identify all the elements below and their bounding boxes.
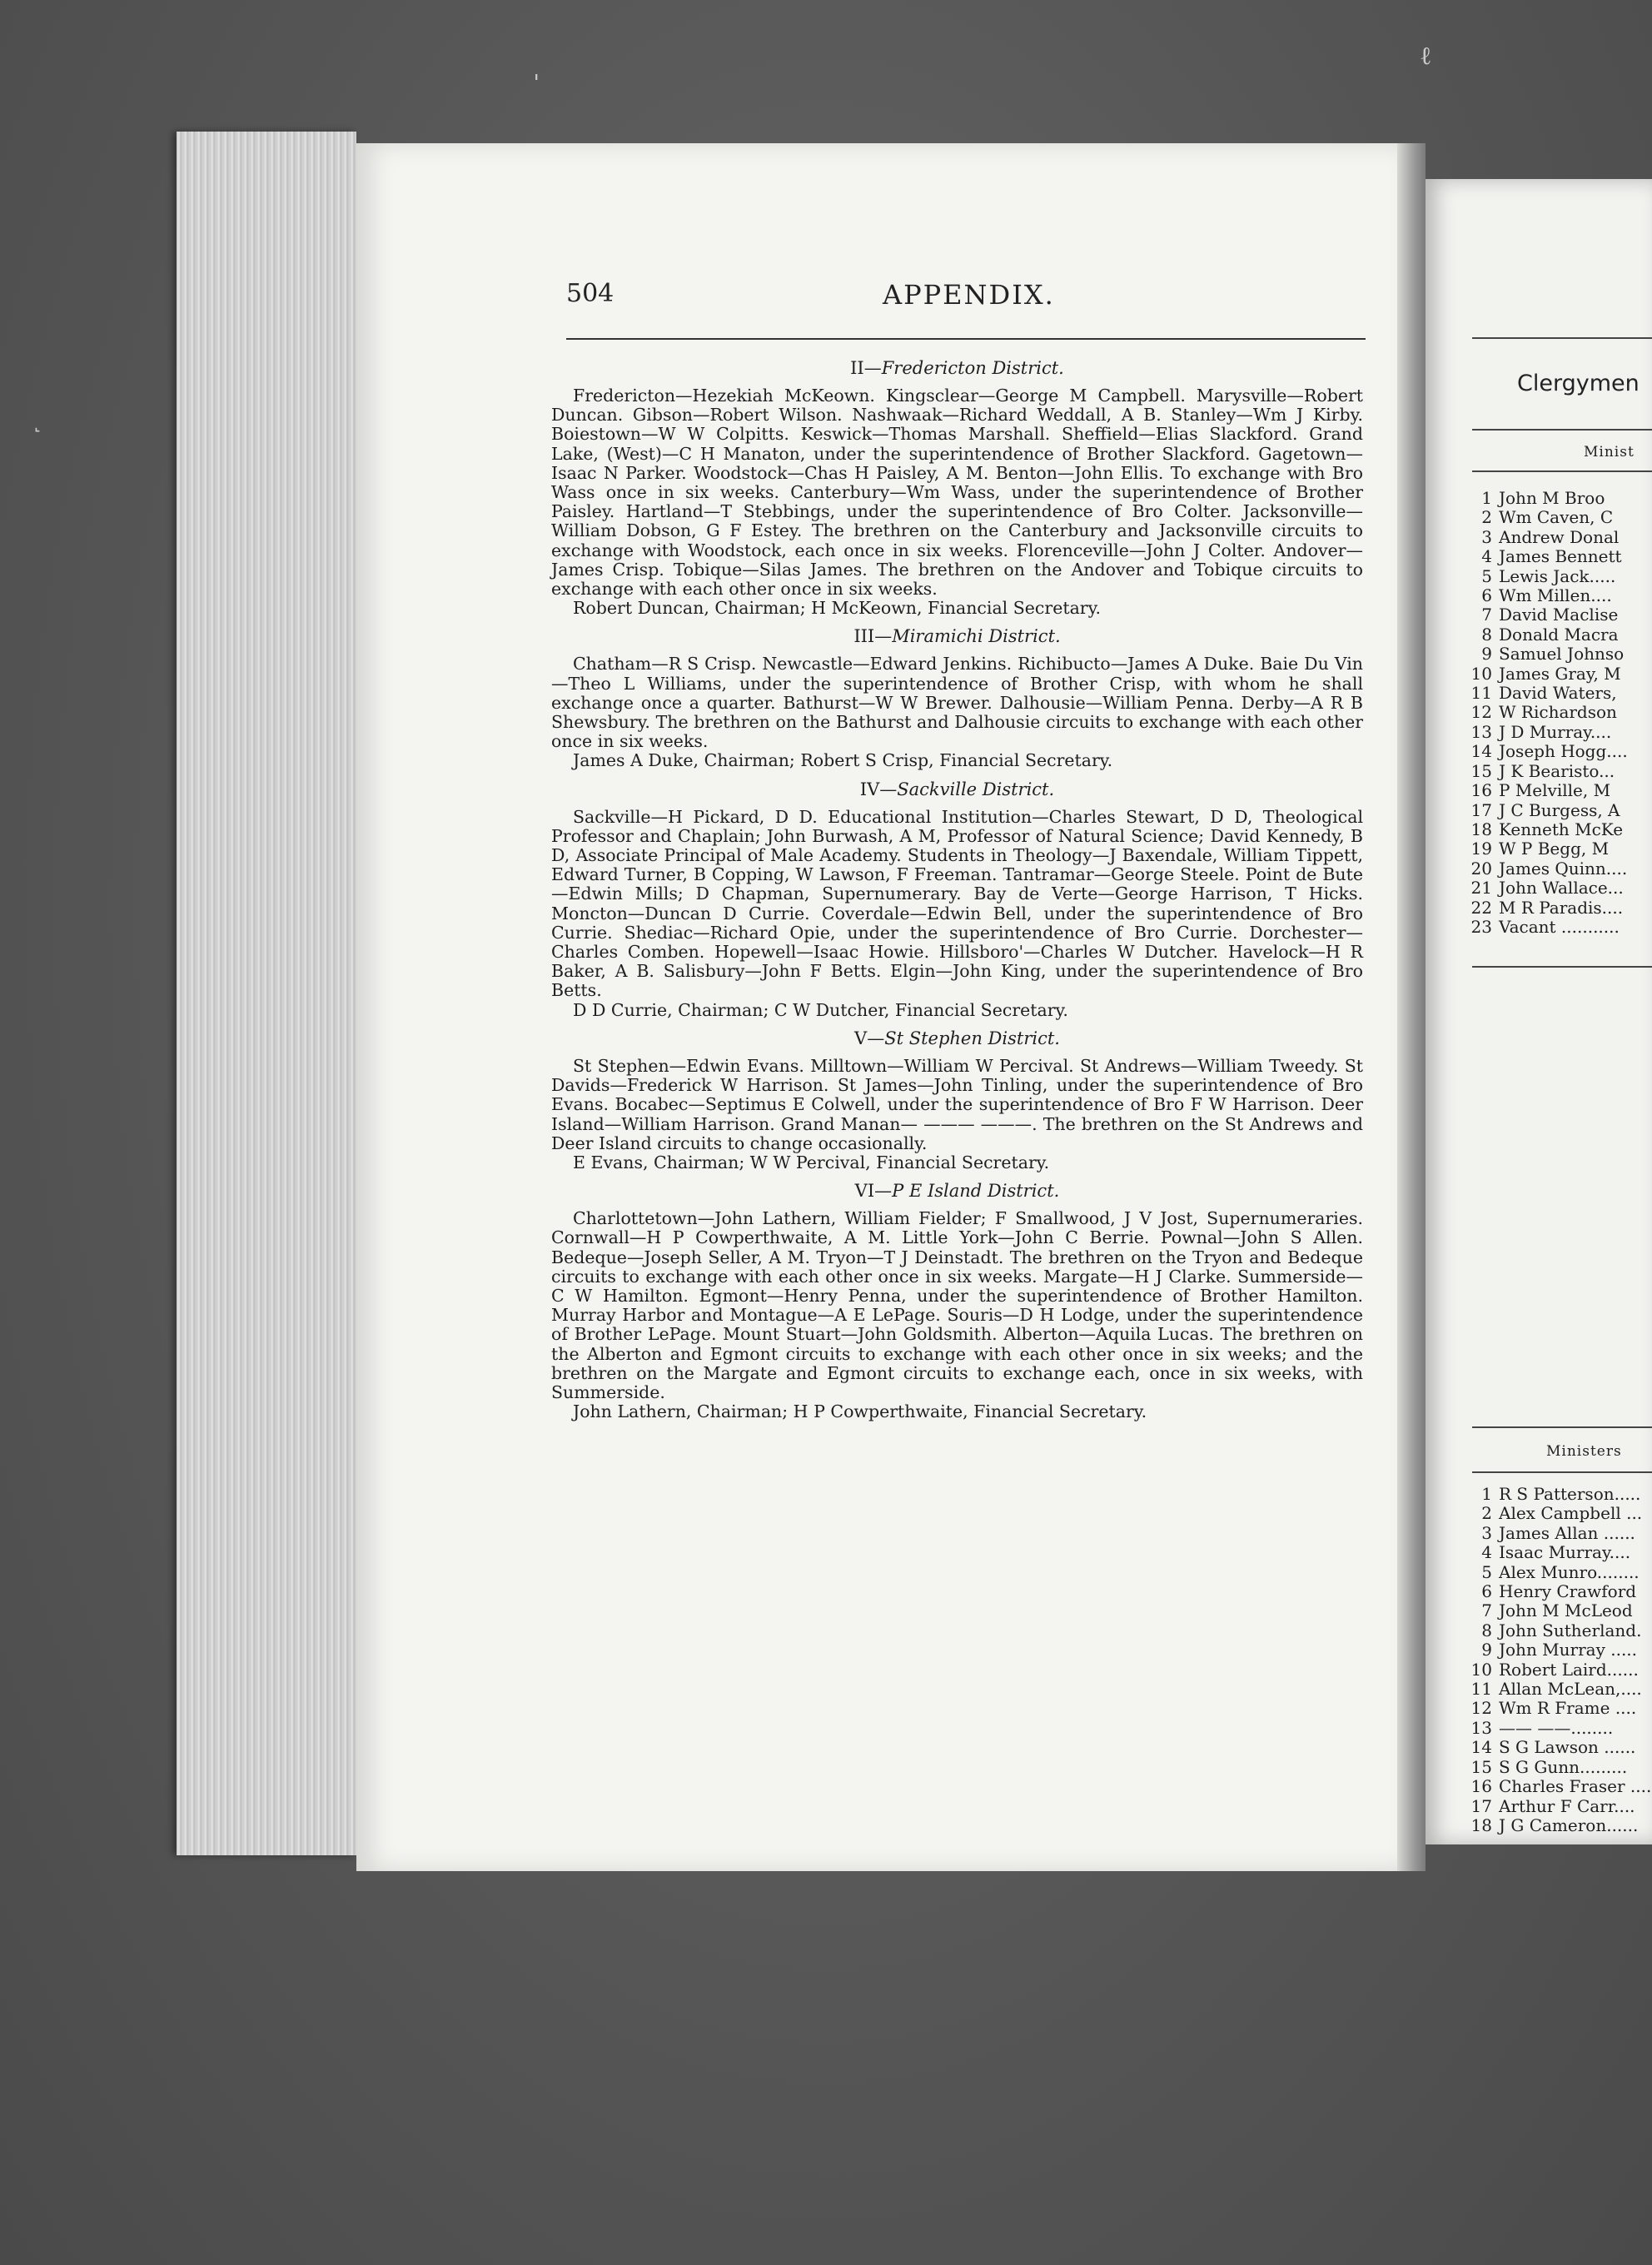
entry-number: 12: [1470, 1698, 1492, 1719]
minister-entry: [1467, 1660, 1651, 1680]
entry-number: 1: [1481, 1484, 1492, 1504]
entry-name: James Quinn....: [1499, 858, 1628, 879]
entry-number: 20: [1470, 858, 1492, 879]
entry-name: J D Murray....: [1499, 721, 1612, 742]
entry-number: 5: [1481, 565, 1492, 586]
minister-entry: [1467, 1699, 1651, 1718]
minister-entry: [1467, 1758, 1651, 1777]
entry-number: 1: [1481, 488, 1492, 508]
minister-entry: [1467, 820, 1628, 839]
entry-number: 14: [1470, 741, 1492, 762]
entry-name: Robert Laird......: [1499, 1659, 1639, 1680]
right-page-section-heading: Ministers: [1546, 1443, 1622, 1460]
entry-number: 11: [1470, 683, 1492, 704]
district-list: [551, 350, 1363, 1428]
entry-number: 8: [1481, 1620, 1492, 1640]
right-page-rule: [1472, 429, 1652, 431]
entry-number: 5: [1481, 1561, 1492, 1582]
district-section: [551, 1028, 1363, 1172]
entry-name: —— ——........: [1499, 1717, 1614, 1738]
minister-entry: [1467, 489, 1628, 508]
right-page-title: Clergymen: [1517, 371, 1640, 396]
entry-number: 11: [1470, 1679, 1492, 1700]
entry-name: Donald Macra: [1499, 624, 1619, 645]
entry-name: John Sutherland.: [1499, 1620, 1642, 1640]
minister-entry: [1467, 801, 1628, 820]
ministers-list: [1467, 489, 1628, 937]
minister-entry: [1467, 684, 1628, 703]
entry-number: 15: [1470, 760, 1492, 781]
entry-name: W Richardson: [1499, 702, 1617, 723]
entry-name: James Gray, M: [1499, 663, 1621, 684]
entry-number: 3: [1481, 526, 1492, 547]
minister-entry: [1467, 1524, 1651, 1543]
minister-entry: [1467, 1680, 1651, 1699]
minister-entry: [1467, 1777, 1651, 1796]
district-heading: IV—Sackville District.: [859, 779, 1055, 799]
entry-name: Kenneth McKe: [1499, 819, 1624, 839]
minister-entry: [1467, 1738, 1651, 1757]
scan-mark: ℓ: [1420, 42, 1432, 71]
minister-entry: [1467, 1543, 1651, 1562]
scan-mark: ˈ: [533, 71, 540, 100]
district-officers: James A Duke, Chairman; Robert S Crisp, Financial Secretary.: [573, 750, 1113, 771]
right-page-rule: [1472, 1471, 1652, 1473]
minister-entry: [1467, 762, 1628, 781]
entry-name: S G Gunn.........: [1499, 1756, 1628, 1777]
entry-name: S G Lawson ......: [1499, 1737, 1636, 1758]
minister-entry: [1467, 899, 1628, 918]
entry-number: 16: [1470, 1776, 1492, 1797]
entry-name: David Maclise: [1499, 605, 1619, 625]
entry-name: J G Cameron......: [1499, 1814, 1639, 1835]
entry-name: James Allan ......: [1499, 1522, 1635, 1543]
entry-name: John Wallace...: [1499, 878, 1624, 899]
district-officers: D D Currie, Chairman; C W Dutcher, Financial Secretary.: [573, 999, 1068, 1020]
page-header: [566, 279, 1366, 312]
entry-number: 15: [1470, 1756, 1492, 1777]
entry-name: J C Burgess, A: [1499, 799, 1620, 820]
page-number: 504: [566, 279, 615, 308]
entry-number: 17: [1470, 1795, 1492, 1816]
minister-entry: [1467, 918, 1628, 937]
district-body: Chatham—R S Crisp. Newcastle—Edward Jenkins. Richibucto—James A Duke. Baie Du Vin—Theo L Williams, under the superintendence of Brother Crisp, with whom he shall exchange once a quarter. Bathurst—W W Brewer. Dalhousie—William Penna. Derby—A R B Shewsbury. The brethren on the Bathurst and Dalhousie circuits to exchange with each other once in six weeks.: [551, 654, 1363, 752]
entry-name: J K Bearisto...: [1499, 760, 1615, 781]
entry-name: John M Broo: [1499, 488, 1605, 508]
entry-name: Isaac Murray....: [1499, 1542, 1631, 1563]
right-page-section-heading: Minist: [1584, 444, 1635, 460]
entry-name: Samuel Johnso: [1499, 644, 1625, 665]
book-page-edges: [177, 132, 356, 1855]
book-gutter: [1397, 143, 1426, 1871]
district-heading: II—Fredericton District.: [850, 358, 1064, 378]
entry-number: 2: [1481, 507, 1492, 528]
minister-entry: [1467, 1797, 1651, 1816]
entry-name: James Bennett: [1499, 546, 1622, 567]
entry-name: David Waters,: [1499, 683, 1617, 704]
right-page-rule: [1472, 337, 1652, 339]
entry-name: Wm Caven, C: [1499, 507, 1614, 528]
entry-number: 4: [1481, 546, 1492, 567]
entry-name: Henry Crawford: [1499, 1581, 1637, 1602]
minister-entry: [1467, 1640, 1651, 1660]
minister-entry: [1467, 547, 1628, 566]
entry-name: John M McLeod: [1499, 1600, 1633, 1621]
entry-number: 2: [1481, 1503, 1492, 1524]
entry-name: Charles Fraser ....: [1499, 1776, 1652, 1797]
entry-name: John Murray .....: [1499, 1640, 1638, 1660]
entry-number: 22: [1470, 897, 1492, 918]
header-rule: [566, 338, 1366, 340]
entry-name: Wm R Frame ....: [1499, 1698, 1637, 1719]
district-heading: VI—P E Island District.: [854, 1181, 1060, 1202]
district-section: [551, 626, 1363, 770]
minister-entry: [1467, 1582, 1651, 1601]
minister-entry: [1467, 567, 1628, 586]
minister-entry: [1467, 1504, 1651, 1523]
district-section: [551, 779, 1363, 1020]
entry-name: Lewis Jack.....: [1499, 565, 1616, 586]
district-body: Fredericton—Hezekiah McKeown. Kingsclear—George M Campbell. Marysville—Robert Duncan. Gibson—Robert Wilson. Nashwaak—Richard Weddall, A B. Stanley—Wm J Kirby. Boiestown—W W Colpitts. Keswick—Thomas Marshall. Sheffield—Elias Slackford. Grand Lake, (West)—C H Manaton, under the superintendence of Brother Slackford. Gagetown—Isaac N Parker. Woodstock—Chas H Paisley, A M. Benton—John Ellis. To exchange with Bro Wass once in six weeks. Canterbury—Wm Wass, under the superintendence of Brother Paisley. Hartland—T Stebbings, under the superintendence of Bro Colter. Jacksonville—William Dobson, G F Estey. The brethren on the Canterbury and Jacksonville circuits to exchange with Woodstock, each once in six weeks. Florenceville—John J Colter. Andover—James Crisp. Tobique—Silas James. The brethren on the Andover and Tobique circuits to exchange with each other once in six weeks.: [551, 386, 1363, 600]
entry-number: 14: [1470, 1737, 1492, 1758]
right-page-rule: [1472, 1426, 1652, 1428]
entry-name: Allan McLean,....: [1499, 1679, 1642, 1700]
entry-number: 18: [1470, 819, 1492, 839]
entry-number: 10: [1470, 663, 1492, 684]
minister-entry: [1467, 742, 1628, 761]
minister-entry: [1467, 605, 1628, 625]
entry-number: 16: [1470, 780, 1492, 801]
minister-entry: [1467, 839, 1628, 859]
entry-number: 4: [1481, 1542, 1492, 1563]
minister-entry: [1467, 703, 1628, 722]
entry-number: 9: [1481, 1640, 1492, 1660]
entry-name: Wm Millen....: [1499, 585, 1612, 606]
district-officers: E Evans, Chairman; W W Percival, Financial Secretary.: [573, 1152, 1050, 1172]
district-body: Sackville—H Pickard, D D. Educational Institution—Charles Stewart, D D, Theological Professor and Chaplain; John Burwash, A M, Professor of Natural Science; David Kennedy, B D, Associate Principal of Male Academy. Students in Theology—J Baxendale, William Tippett, Edward Turner, B Copping, W Lawson, F Freeman. Tantramar—George Steele. Point de Bute—Edwin Mills; D Chapman, Supernumerary. Bay de Verte—George Harrison, T Hicks. Moncton—Duncan D Currie. Coverdale—Edwin Bell, under the superintendence of Bro Currie. Shediac—Richard Opie, under the superintendence of Bro Currie. Dorchester—Charles Comben. Hopewell—Isaac Howie. Hillsboro'—Charles W Dutcher. Havelock—H R Baker, A B. Salisbury—John F Betts. Elgin—John King, under the superintendence of Bro Betts.: [551, 806, 1363, 1001]
entry-number: 21: [1470, 878, 1492, 899]
minister-entry: [1467, 645, 1628, 664]
district-officers: John Lathern, Chairman; H P Cowperthwaite, Financial Secretary.: [573, 1401, 1147, 1422]
entry-name: Joseph Hogg....: [1499, 741, 1628, 762]
minister-entry: [1467, 1563, 1651, 1582]
district-heading: III—Miramichi District.: [853, 626, 1061, 647]
district-section: [551, 358, 1363, 618]
entry-number: 19: [1470, 839, 1492, 859]
entry-number: 9: [1481, 644, 1492, 665]
scan-mark: ˻: [33, 404, 42, 433]
minister-entry: [1467, 528, 1628, 547]
entry-number: 12: [1470, 702, 1492, 723]
minister-entry: [1467, 1719, 1651, 1738]
minister-entry: [1467, 586, 1628, 605]
minister-entry: [1467, 665, 1628, 684]
entry-name: Alex Munro........: [1499, 1561, 1640, 1582]
entry-number: 18: [1470, 1814, 1492, 1835]
entry-number: 7: [1481, 605, 1492, 625]
minister-entry: [1467, 1621, 1651, 1640]
running-head: APPENDIX.: [883, 279, 1055, 311]
right-page-rule: [1472, 470, 1652, 472]
entry-number: 8: [1481, 624, 1492, 645]
entry-number: 10: [1470, 1659, 1492, 1680]
minister-entry: [1467, 1816, 1651, 1835]
entry-name: R S Patterson.....: [1499, 1484, 1641, 1504]
entry-number: 13: [1470, 721, 1492, 742]
right-page: [1426, 179, 1652, 1844]
minister-entry: [1467, 1485, 1651, 1504]
entry-name: P Melville, M: [1499, 780, 1611, 801]
district-body: St Stephen—Edwin Evans. Milltown—William W Percival. St Andrews—William Tweedy. St Davids—Frederick W Harrison. St James—John Tinling, under the superintendence of Bro Evans. Bocabec—Septimus E Colwell, under the superintendence of Bro F W Harrison. Deer Island—William Harrison. Grand Manan— ——— ———. The brethren on the St Andrews and Deer Island circuits to change occasionally.: [551, 1055, 1363, 1153]
minister-entry: [1467, 625, 1628, 645]
entry-number: 13: [1470, 1717, 1492, 1738]
ministers-list: [1467, 1485, 1651, 1835]
district-officers: Robert Duncan, Chairman; H McKeown, Financial Secretary.: [573, 598, 1101, 619]
entry-number: 6: [1481, 585, 1492, 606]
entry-name: Arthur F Carr....: [1499, 1795, 1635, 1816]
district-heading: V—St Stephen District.: [854, 1028, 1060, 1048]
minister-entry: [1467, 859, 1628, 879]
entry-name: W P Begg, M: [1499, 839, 1610, 859]
entry-number: 3: [1481, 1522, 1492, 1543]
entry-number: 6: [1481, 1581, 1492, 1602]
district-body: Charlottetown—John Lathern, William Fielder; F Smallwood, J V Jost, Supernumeraries. Cornwall—H P Cowperthwaite, A M. Little York—John C Berrie. Pownal—John S Allen. Bedeque—Joseph Seller, A M. Tryon—T J Deinstadt. The brethren on the Tryon and Bedeque circuits to exchange with each other once in six weeks. Margate—H J Clarke. Summerside—C W Hamilton. Egmont—Henry Penna, under the superintendence of Brother Hamilton. Murray Harbor and Montague—A E LePage. Souris—D H Lodge, under the superintendence of Brother LePage. Mount Stuart—John Goldsmith. Alberton—Aquila Lucas. The brethren on the Alberton and Egmont circuits to exchange with each other once in six weeks; and the brethren on the Margate and Egmont circuits to exchange each, once in six weeks, with Summerside.: [551, 1208, 1363, 1402]
minister-entry: [1467, 508, 1628, 527]
district-section: [551, 1181, 1363, 1421]
entry-number: 23: [1470, 916, 1492, 937]
entry-name: M R Paradis....: [1499, 897, 1624, 918]
entry-number: 17: [1470, 799, 1492, 820]
entry-name: Alex Campbell ...: [1499, 1503, 1643, 1524]
entry-name: Andrew Donal: [1499, 526, 1620, 547]
minister-entry: [1467, 879, 1628, 898]
entry-name: Vacant ...........: [1499, 916, 1620, 937]
minister-entry: [1467, 781, 1628, 800]
right-page-rule: [1472, 966, 1652, 968]
entry-number: 7: [1481, 1600, 1492, 1621]
minister-entry: [1467, 1601, 1651, 1620]
minister-entry: [1467, 723, 1628, 742]
